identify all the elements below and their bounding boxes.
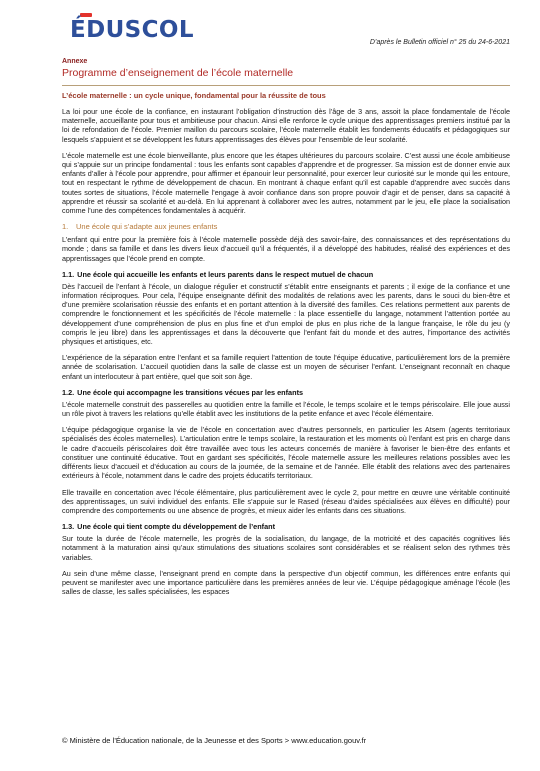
document-body [62,58,510,603]
page-footer: © Ministère de l’Éducation nationale, de la Jeunesse et des Sports > www.education.gouv.fr [62,736,367,745]
page-header [0,0,540,52]
document-subtitle: L’école maternelle : un cycle unique, fondamental pour la réussite de tous [62,91,326,100]
section-1-2-heading [62,388,510,397]
document-title: Programme d’enseignement de l’école maternelle [62,67,294,79]
intro-paragraph-1: La loi pour une école de la confiance, en instaurant l’obligation d’instruction dès l’âge de 3 ans, assoit la place fondamentale de l’école maternelle, accueillante pour tous et ambitieuse pour chacun. Ainsi elle renforce le cycle unique des apprentissages premiers institué par la loi de refondation de l’école. Premier maillon du parcours scolaire, l’école maternelle établit les fondements éducatifs et pédagogiques sur lesquels s’appuient et se développent les futurs apprentissages des élèves pour l’ensemble de leur scolarité. [62,107,510,144]
section-1-1-number: 1.1. [62,269,75,279]
intro-paragraph-2: L’école maternelle est une école bienveillante, plus encore que les étapes ultérieures du parcours scolaire. C’est aussi une école ambitieuse qui s’appuie sur un principe fondamental : tous les enfants sont capables d’apprendre et de progresser. Sa mission est de donner envie aux enfants d’aller à l’école pour apprendre, pour affirmer et épanouir leur personnalité, pour exercer leur curiosité sur le monde qui les entoure, tout en respectant le rythme de développement de chacun. En montrant à chaque enfant qu’il est capable d’apprendre avec succès dans toutes sortes de situations, l’école maternelle l’engage à avoir confiance dans son propre pouvoir d’agir et de penser, dans sa capacité à apprendre et réussir sa scolarité et au-delà. En lui apprenant à collaborer avec les autres, notamment par le jeu, elle place la socialisation comme l’une des compétences fondamentales à acquérir. [62,150,510,216]
eduscol-logo: ÉDUSCOL [70,17,194,43]
section-1-title: Une école qui s’adapte aux jeunes enfants [76,222,218,232]
section-1-2-paragraph-1: L’école maternelle construit des passerelles au quotidien entre la famille et l’école, le temps scolaire et le temps périscolaire. Elle joue aussi un rôle pivot à travers les relations qu’elle établit avec les institutions de la petite enfance et avec l’école élémentaire. [62,399,510,419]
section-1-1-paragraph-1: Dès l’accueil de l’enfant à l’école, un dialogue régulier et constructif s’établit entre enseignants et parents ; il exige de la confiance et une information réciproques. Pour cela, l’équipe enseignante définit des modalités de relations avec les parents, dans le souci du bien-être et d’une première scolarisation réussie des enfants et en portant attention à la diversité des familles. Ces relations permettent aux parents de comprendre le fonctionnement et les spécificités de l’école maternelle : la place essentielle du langage, notamment l’attention portée au développement d’une compréhension de plus en plus fine et d’un emploi de plus en plus riche de la langue française, le rôle du jeu (y compris le jeu libre) dans les apprentissages et dans la découverte que l’enfant fait du monde et des autres, l’importance des activités physiques et artistiques, etc. [62,281,510,347]
annexe-label: Annexe [62,58,88,65]
section-1-heading [62,222,510,231]
source-reference: D’après le Bulletin officiel n° 25 du 24-6-2021 [369,39,510,46]
section-1-3-paragraph-1: Sur toute la durée de l’école maternelle, les progrès de la socialisation, du langage, de la motricité et des capacités cognitives liés notamment à la maturation ainsi qu’aux stimulations des situations scolaires sont considérables et se réalisent selon des rythmes très variables. [62,534,510,562]
section-1-2-number: 1.2. [62,387,75,397]
section-1-3-heading [62,522,510,531]
section-1-2-paragraph-3: Elle travaille en concertation avec l’école élémentaire, plus particulièrement avec le cycle 2, pour mettre en œuvre une véritable continuité des apprentissages, un suivi individuel des enfants. Elle s’appuie sur le Rased (réseau d’aides spécialisées aux élèves en difficulté) pour comprendre des comportements ou une absence de progrès, et mieux aider les enfants dans ces situations. [62,487,510,515]
section-1-number: 1. [62,222,69,232]
section-1-1-heading [62,270,510,279]
section-1-2-title: Une école qui accompagne les transitions vécues par les enfants [77,387,304,397]
section-1-intro: L’enfant qui entre pour la première fois à l’école maternelle possède déjà des savoir-faire, des connaissances et des représentations du monde ; dans sa famille et dans les divers lieux d’accueil qu’il a fréquentés, il a développé des habitudes, réalisé des expériences et des apprentissages que l’école prend en compte. [62,235,510,263]
section-1-3-number: 1.3. [62,522,75,532]
section-1-1-title: Une école qui accueille les enfants et leurs parents dans le respect mutuel de chacun [77,269,374,279]
section-1-1-paragraph-2: L’expérience de la séparation entre l’enfant et sa famille requiert l’attention de toute l’équipe éducative, particulièrement lors de la première année de scolarisation. L’accueil quotidien dans la salle de classe est un moyen de sécuriser l’enfant. L’enseignant reconnaît en chaque enfant un interlocuteur à part entière, quel que soit son âge. [62,353,510,381]
section-1-3-title: Une école qui tient compte du développement de l’enfant [77,522,276,532]
title-divider [62,85,510,86]
section-1-2-paragraph-2: L’équipe pédagogique organise la vie de l’école en concertation avec d’autres personnels, en particulier les Atsem (agents territoriaux spécialisés des écoles maternelles). L’articulation entre le temps scolaire, la restauration et les moments où l’enfant est pris en charge dans le cadre d’accueils périscolaires doit être travaillée avec tous les acteurs concernés de manière à favoriser le bien-être des enfants et constituer une continuité éducative. Tout en gardant ses spécificités, l’école maternelle assure les meilleures relations possibles avec les différents lieux d’accueil et d’éducation au cours de la journée, de la semaine et de l’année. Elle établit des relations avec des partenaires extérieurs à l’école, notamment dans le cadre des projets éducatifs territoriaux. [62,425,510,481]
section-1-3-paragraph-2: Au sein d’une même classe, l’enseignant prend en compte dans la perspective d’un objectif commun, les différences entre enfants qui peuvent se manifester avec une importance particulière dans les premières années de leur vie. L’équipe pédagogique aménage l’école (les salles de classe, les salles spécialisées, les espaces [62,568,510,597]
